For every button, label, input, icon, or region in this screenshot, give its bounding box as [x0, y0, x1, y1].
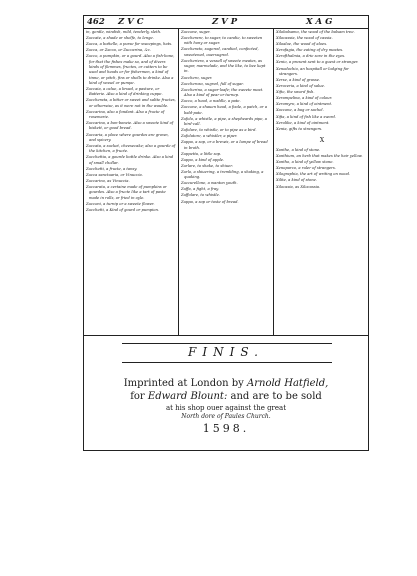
dictionary-entry: Zucca sanctuaria, or Vinuccia.: [86, 172, 143, 177]
column1-letters: Z V C: [118, 17, 144, 27]
dictionary-entry: Zuccherare, to sugar, to candie, to sweeten with hony or sugar.: [181, 36, 263, 46]
dictionary-entry: Zucchettia, a gourde bottle drinke. Also a kind of small chollar.: [86, 155, 174, 165]
dictionary-entry: Xanthium, an herb that makes the hair yellow.: [276, 154, 363, 159]
dictionary-entry: Zuppo, a kind of apple.: [181, 157, 225, 162]
dictionary-entry: Zuffolare, to whistle.: [181, 193, 220, 198]
dictionary-entry: Xilocasia, as Xilocassia.: [276, 184, 321, 189]
letter-x-heading: X: [319, 137, 325, 144]
dictionary-entry: Zuccarata, a certaine made of pumpkins or gourdes. Also a fructe like a tart of paste made in rolls, or fried in oyle.: [86, 184, 167, 200]
dictionary-entry: Xenia, gifts to strangers.: [276, 126, 323, 131]
dictionary-entry: Zuccherata, a bitter or sweet and saltte fructes, or otherwise, as it were not in the woulde.: [86, 98, 176, 108]
dictionary-entry: in, gentle, windish, mild, tenderly, sleth.: [86, 30, 162, 34]
dictionary-entry: Xilite, a kind of stone.: [276, 178, 317, 183]
dictionary-entry: Zufolare, to whistle, or to pipe as a bird.: [181, 128, 257, 133]
page-number: 462: [87, 17, 105, 27]
dictionary-entry: Xeroceria, a kind of salue.: [276, 84, 325, 89]
dictionary-entry: Zuccarina, also a fondant. Also a fructe of rosemarie.: [86, 109, 165, 120]
dictionary-entry: Zurlare, to shake, to shiuer.: [181, 163, 233, 168]
dictionary-entry: Zuppa, a sop, or a brewis, or a lumpe of bread in broth.: [181, 140, 268, 150]
dictionary-entry: Zucchetti, a Kind of gourd or pumpion.: [86, 207, 160, 212]
column-3-z-entries: [276, 30, 368, 132]
column-3-x-entries: [276, 148, 368, 190]
dictionary-entry: Xenio, a present sent to a guest or stranger.: [276, 60, 359, 65]
dictionary-entry: Xantho, a kind of yellow stone.: [276, 160, 334, 165]
dictionary-entry: Xilobalsamo, the wood of the balsam tree.: [276, 30, 355, 34]
dictionary-entry: Zufolo, a whistle, a pipe, a shepheards pipe, a bird-call.: [181, 116, 267, 126]
dictionary-entry: Zucca, or Zacca, or Zuccarina, &c.: [86, 48, 151, 53]
dictionary-entry: Xifia, a kind of fish like a sword.: [276, 114, 337, 119]
running-header: [84, 16, 368, 28]
dictionary-entry: Zuccheroso, sugred, full of sugar.: [181, 81, 244, 86]
printer-name: Arnold Hatfield,: [247, 378, 329, 389]
dictionary-entry: Zuppa, a sop or toste of bread.: [181, 199, 239, 204]
dictionary-entry: Zucca, a bottelle, a purse for sweepings, hats.: [86, 42, 173, 47]
dictionary-entry: Zuccheriera, a vessell of sweete meates, as sugar, marmelade, and the like, to bee kept in.: [181, 58, 266, 74]
finis-text: FINIS.: [188, 345, 264, 359]
imprint-printed-by: Imprinted at London by: [123, 378, 244, 389]
dictionary-entry: Xiloaloe, the wood of aloes.: [276, 42, 328, 47]
dictionary-entry: Xanthe, a kind of stone.: [276, 148, 321, 152]
dictionary-entry: Zuccherino, a sugar-loafe; the sweete meat. Also a kind of pear or turnep.: [181, 87, 264, 98]
dictionary-entry: Xilocassia, the wood of cassia.: [276, 36, 333, 41]
dictionary-entry: Zucco, a head, a noddle, a pate.: [181, 99, 241, 104]
dictionary-entry: Zuzzurellone, a wanton youth.: [181, 181, 238, 186]
dictionary-entry: Zufolatore, a whistler, a piper.: [181, 134, 238, 139]
imprint-line-4: North dore of Paules Church.: [181, 413, 271, 420]
imprint-sold: and are to be sold: [230, 391, 322, 402]
dictionary-entry: Xenoparco, a ruler of strangers.: [276, 166, 336, 171]
dictionary-entry: Xifio, the sword fish.: [276, 90, 315, 95]
dictionary-entry: Xerxe, a kind of grasse.: [276, 77, 321, 82]
dictionary-entry: Xerofagia, the eating of dry meates.: [276, 48, 344, 53]
imprint-line-2: [84, 390, 368, 403]
dictionary-entry: Zurlo, a shiuering, a trembling, a shaking, a quaking.: [181, 169, 264, 180]
dictionary-entry: Zuppetta, a little sop.: [181, 151, 222, 156]
imprint-line-3: at his shop ouer against the great: [165, 404, 287, 412]
dictionary-column-3: [274, 29, 370, 335]
dictionary-entry: Xenodochio, an hospitall or lodging for strangers.: [276, 66, 349, 76]
dictionary-entry: Zucchero, suger.: [181, 75, 213, 80]
dictionary-entry: Zuccaia, a calue, a broad, a pasture, or Batterie. Also a kind of drinking cuppe.: [86, 86, 163, 97]
finis-bottom-rule: [122, 362, 332, 363]
dictionary-entry: Zuccarino, as Vinuccia.: [86, 178, 130, 183]
imprint-year: 1598.: [202, 422, 250, 435]
imprint-for: for: [130, 391, 145, 402]
dictionary-entry: Xerofthalmia, a drie sore in the eyes.: [276, 54, 346, 59]
dictionary-entry: Xaccone, a bag or sachel.: [276, 108, 324, 113]
dictionary-entry: Xerolibe, a kind of ointment.: [276, 120, 330, 125]
dictionary-entry: Zuccone, suger.: [181, 30, 211, 34]
dictionary-entry: Xeromyro, a kind of ointment.: [276, 102, 333, 107]
dictionary-column-2: [179, 29, 274, 335]
dictionary-entry: Zuccone, a shauen head, a foole, a patch, or a bald-pate.: [181, 105, 268, 115]
dictionary-entry: Zuccherato, sugered, candied, confected, sweetened, ouersugred.: [181, 47, 259, 57]
dictionary-entry: Zuccaria, a place where gourdes are grown, and spicery.: [86, 132, 169, 142]
dictionary-entry: Xilographia, the art of writing on wood.: [276, 172, 351, 177]
dictionary-column-1: [84, 29, 179, 335]
columns-bottom-rule: [84, 335, 368, 336]
dictionary-entry: Xerampelina, a kind of colour.: [276, 96, 333, 101]
dictionary-entry: Zucconi, a turnip or a sweete flower.: [86, 201, 155, 206]
dictionary-entry: Zuccate, a shade or shelfe, to lenge.: [86, 36, 154, 41]
imprint-line-1: [84, 377, 368, 390]
dictionary-columns: [84, 29, 368, 335]
column2-letters: Z V P: [212, 17, 238, 27]
dictionary-entry: Zuffa, a fight, a fray.: [181, 187, 219, 192]
publisher-name: Edward Blount:: [147, 391, 228, 402]
column3-letters: X A G: [306, 17, 333, 27]
dictionary-entry: Zuccata, a sucket, cheesecake; also a gourde of the kitchen, a fructe.: [86, 143, 176, 154]
dictionary-entry: Zuccarina, a bon-boneie. Also a sweete kind of biskett, or good bread.: [86, 121, 174, 131]
finis-top-rule: [122, 343, 332, 344]
dictionary-entry: Zucchetti, a fructe, a tansy.: [86, 166, 138, 171]
dictionary-entry: Zucco, a pumpkin, or a gourd. Also a fish-bone, for that the fishes make so, and of divers kinds of flemmes, fructes, or cutters to be used and heads or for fishermen, a kind of tinne, or pitch, fins or shells to drinke. Also a kind of vessel or pumpe.: [86, 54, 175, 85]
book-page: [83, 15, 369, 451]
